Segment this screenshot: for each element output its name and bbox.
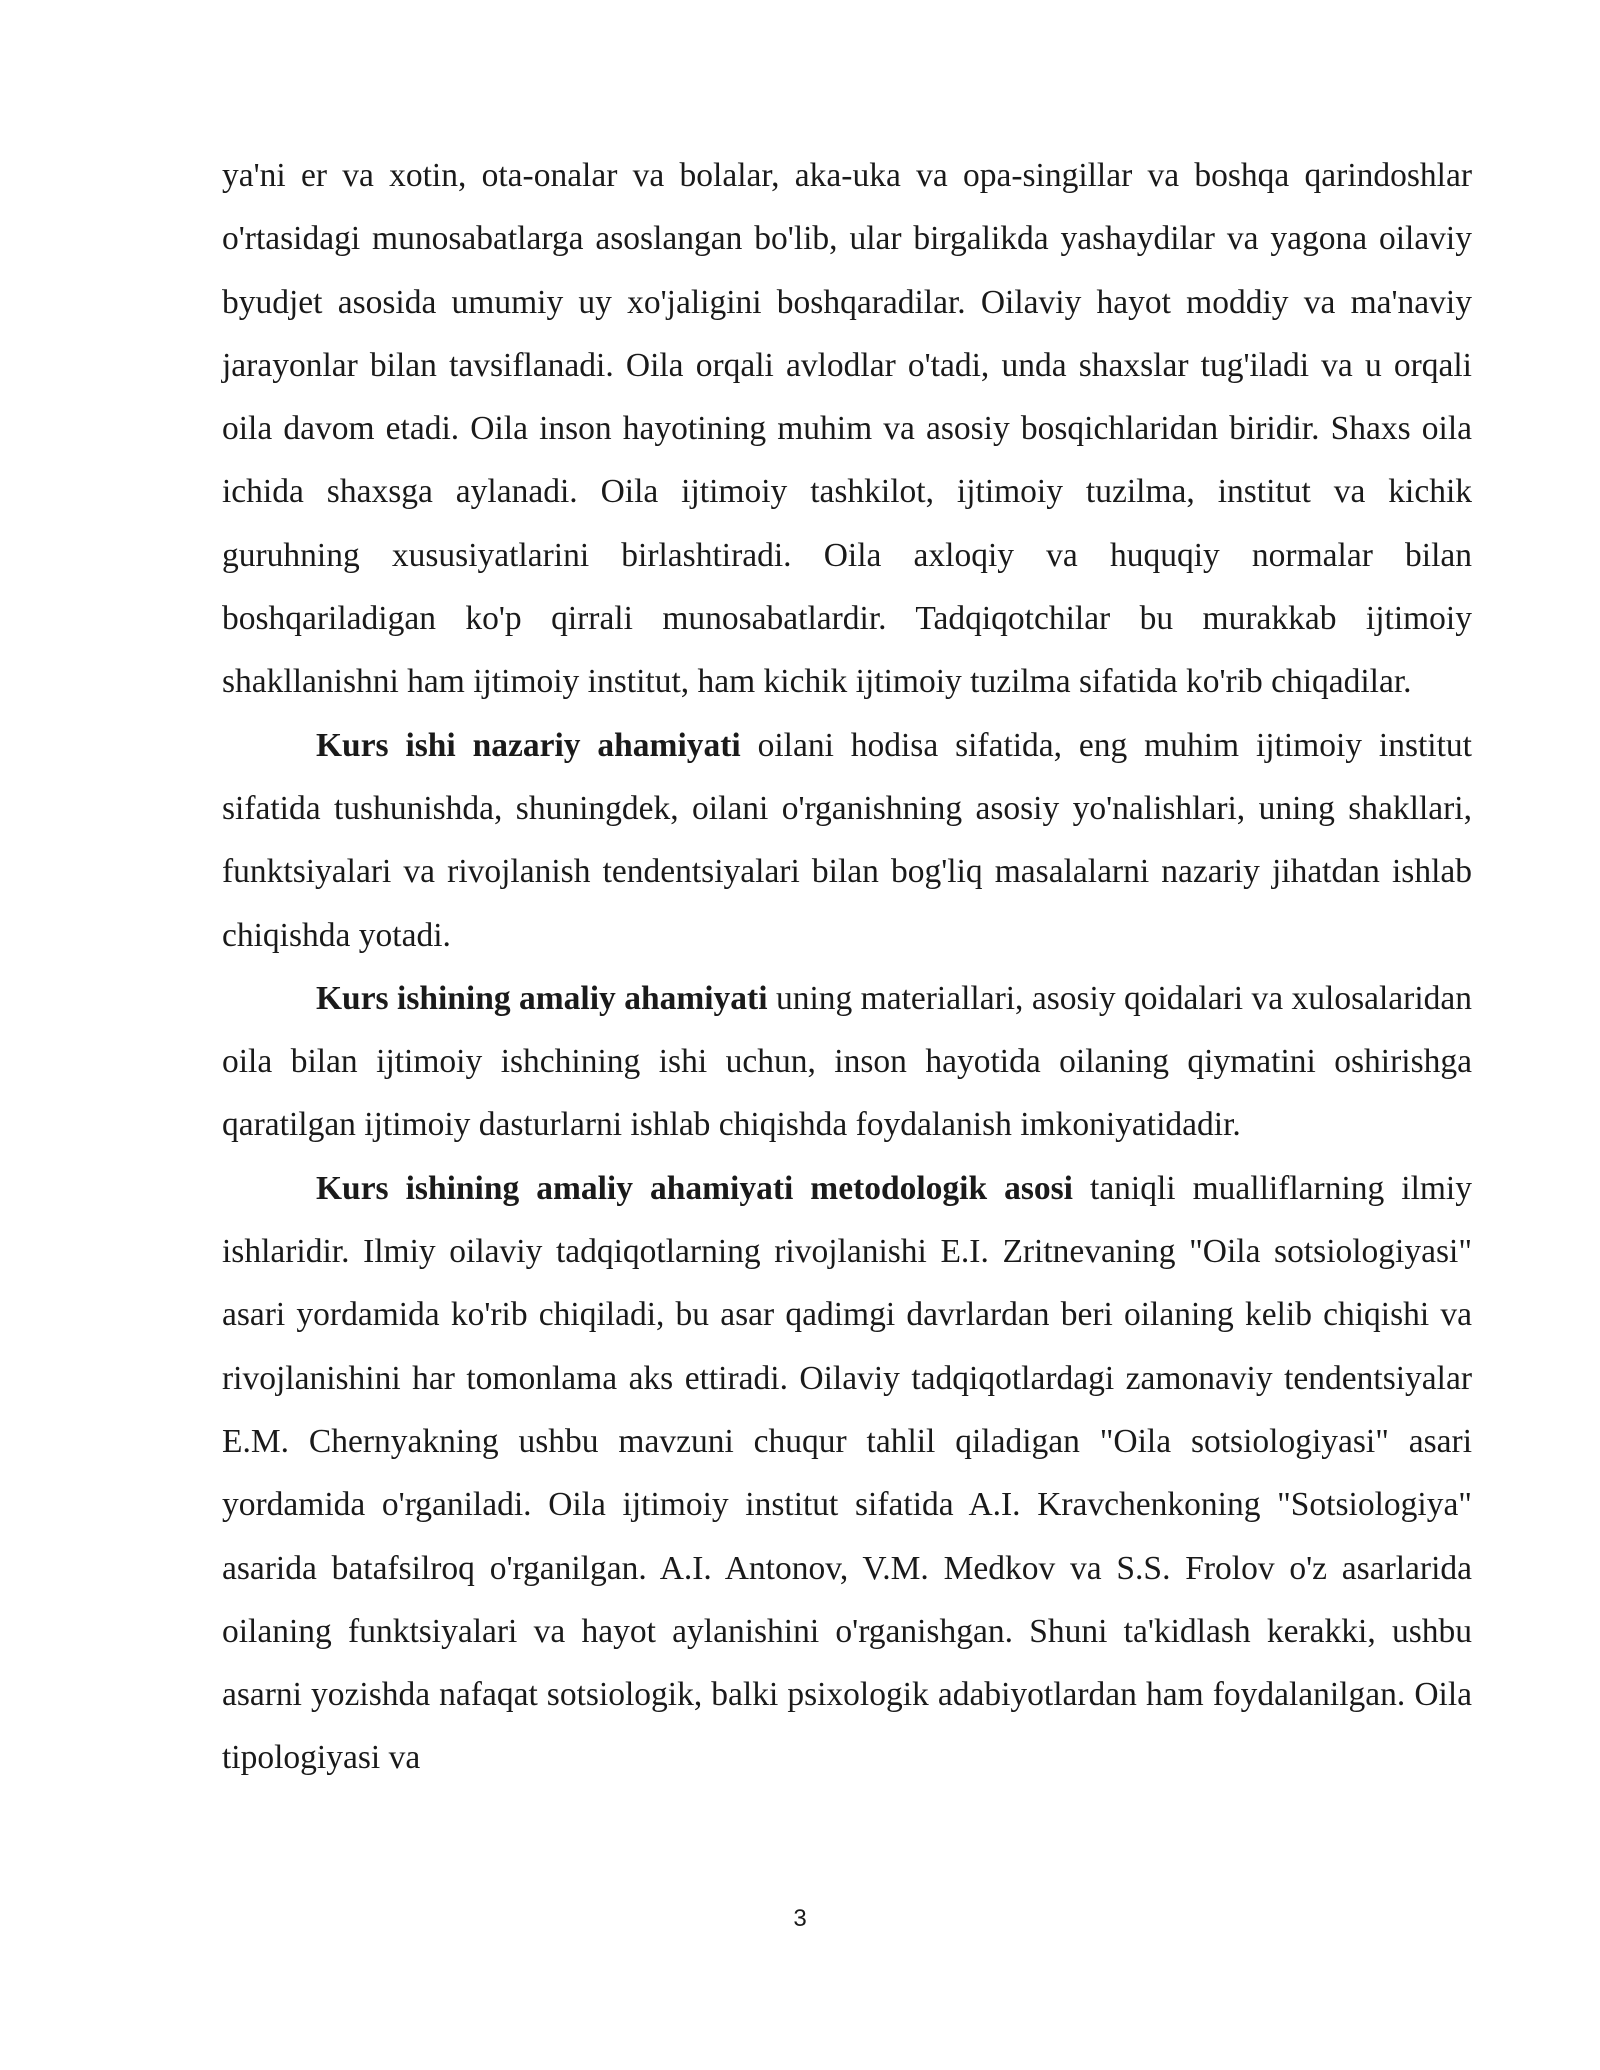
paragraph-2-text: oilani hodisa sifatida, eng muhim ijtimoiy institut sifatida tushunishda, shuningdek, oilani o'rganishning asosiy yo'nalishlari, uning shakllari, funktsiyalari va rivojlanish tendentsiyalari bilan bog'liq masalalarni nazariy jihatdan ishlab chiqishda yotadi. [222, 726, 1472, 954]
paragraph-4 [222, 1157, 1472, 1790]
paragraph-1 [222, 144, 1472, 714]
paragraph-3 [222, 967, 1472, 1157]
paragraph-4-bold-lead: Kurs ishining amaliy ahamiyati metodologik asosi [316, 1169, 1073, 1207]
paragraph-2-bold-lead: Kurs ishi nazariy ahamiyati [316, 726, 741, 764]
paragraph-3-bold-lead: Kurs ishining amaliy ahamiyati [316, 979, 768, 1017]
paragraph-3-text: uning materiallari, asosiy qoidalari va xulosalaridan oila bilan ijtimoiy ishchining ishi uchun, inson hayotida oilaning qiymatini oshirishga qaratilgan ijtimoiy dasturlarni ishlab chiqishda foydalanish imkoniyatidadir. [222, 979, 1472, 1144]
paragraph-1-text: ya'ni er va xotin, ota-onalar va bolalar, aka-uka va opa-singillar va boshqa qarindoshlar o'rtasidagi munosabatlarga asoslangan bo'lib, ular birgalikda yashaydilar va yagona oilaviy byudjet asosida umumiy uy xo'jaligini boshqaradilar. Oilaviy hayot moddiy va ma'naviy jarayonlar bilan tavsiflanadi. Oila orqali avlodlar o'tadi, unda shaxslar tug'iladi va u orqali oila davom etadi. Oila inson hayotining muhim va asosiy bosqichlaridan biridir. Shaxs oila ichida shaxsga aylanadi. Oila ijtimoiy tashkilot, ijtimoiy tuzilma, institut va kichik guruhning xususiyatlarini birlashtiradi. Oila axloqiy va huquqiy normalar bilan boshqariladigan ko'p qirrali munosabatlardir. Tadqiqotchilar bu murakkab ijtimoiy shakllanishni ham ijtimoiy institut, ham kichik ijtimoiy tuzilma sifatida ko'rib chiqadilar. [222, 157, 1472, 701]
page-number: 3 [793, 1905, 807, 1932]
paragraph-2 [222, 714, 1472, 967]
body-text [222, 144, 1472, 1790]
paragraph-4-text: taniqli mualliflarning ilmiy ishlaridir. Ilmiy oilaviy tadqiqotlarning rivojlanishi E.I. Zritnevaning "Oila sotsiologiyasi" asari yordamida ko'rib chiqiladi, bu asar qadimgi davrlardan beri oilaning kelib chiqishi va rivojlanishini har tomonlama aks ettiradi. Oilaviy tadqiqotlardagi zamonaviy tendentsiyalar E.M. Chernyakning ushbu mavzuni chuqur tahlil qiladigan "Oila sotsiologiyasi" asari yordamida o'rganiladi. Oila ijtimoiy institut sifatida A.I. Kravchenkoning "Sotsiologiya" asarida batafsilroq o'rganilgan. A.I. Antonov, V.M. Medkov va S.S. Frolov o'z asarlarida oilaning funktsiyalari va hayot aylanishini o'rganishgan. Shuni ta'kidlash kerakki, ushbu asarni yozishda nafaqat sotsiologik, balki psixologik adabiyotlardan ham foydalanilgan. Oila tipologiyasi va [222, 1169, 1472, 1777]
